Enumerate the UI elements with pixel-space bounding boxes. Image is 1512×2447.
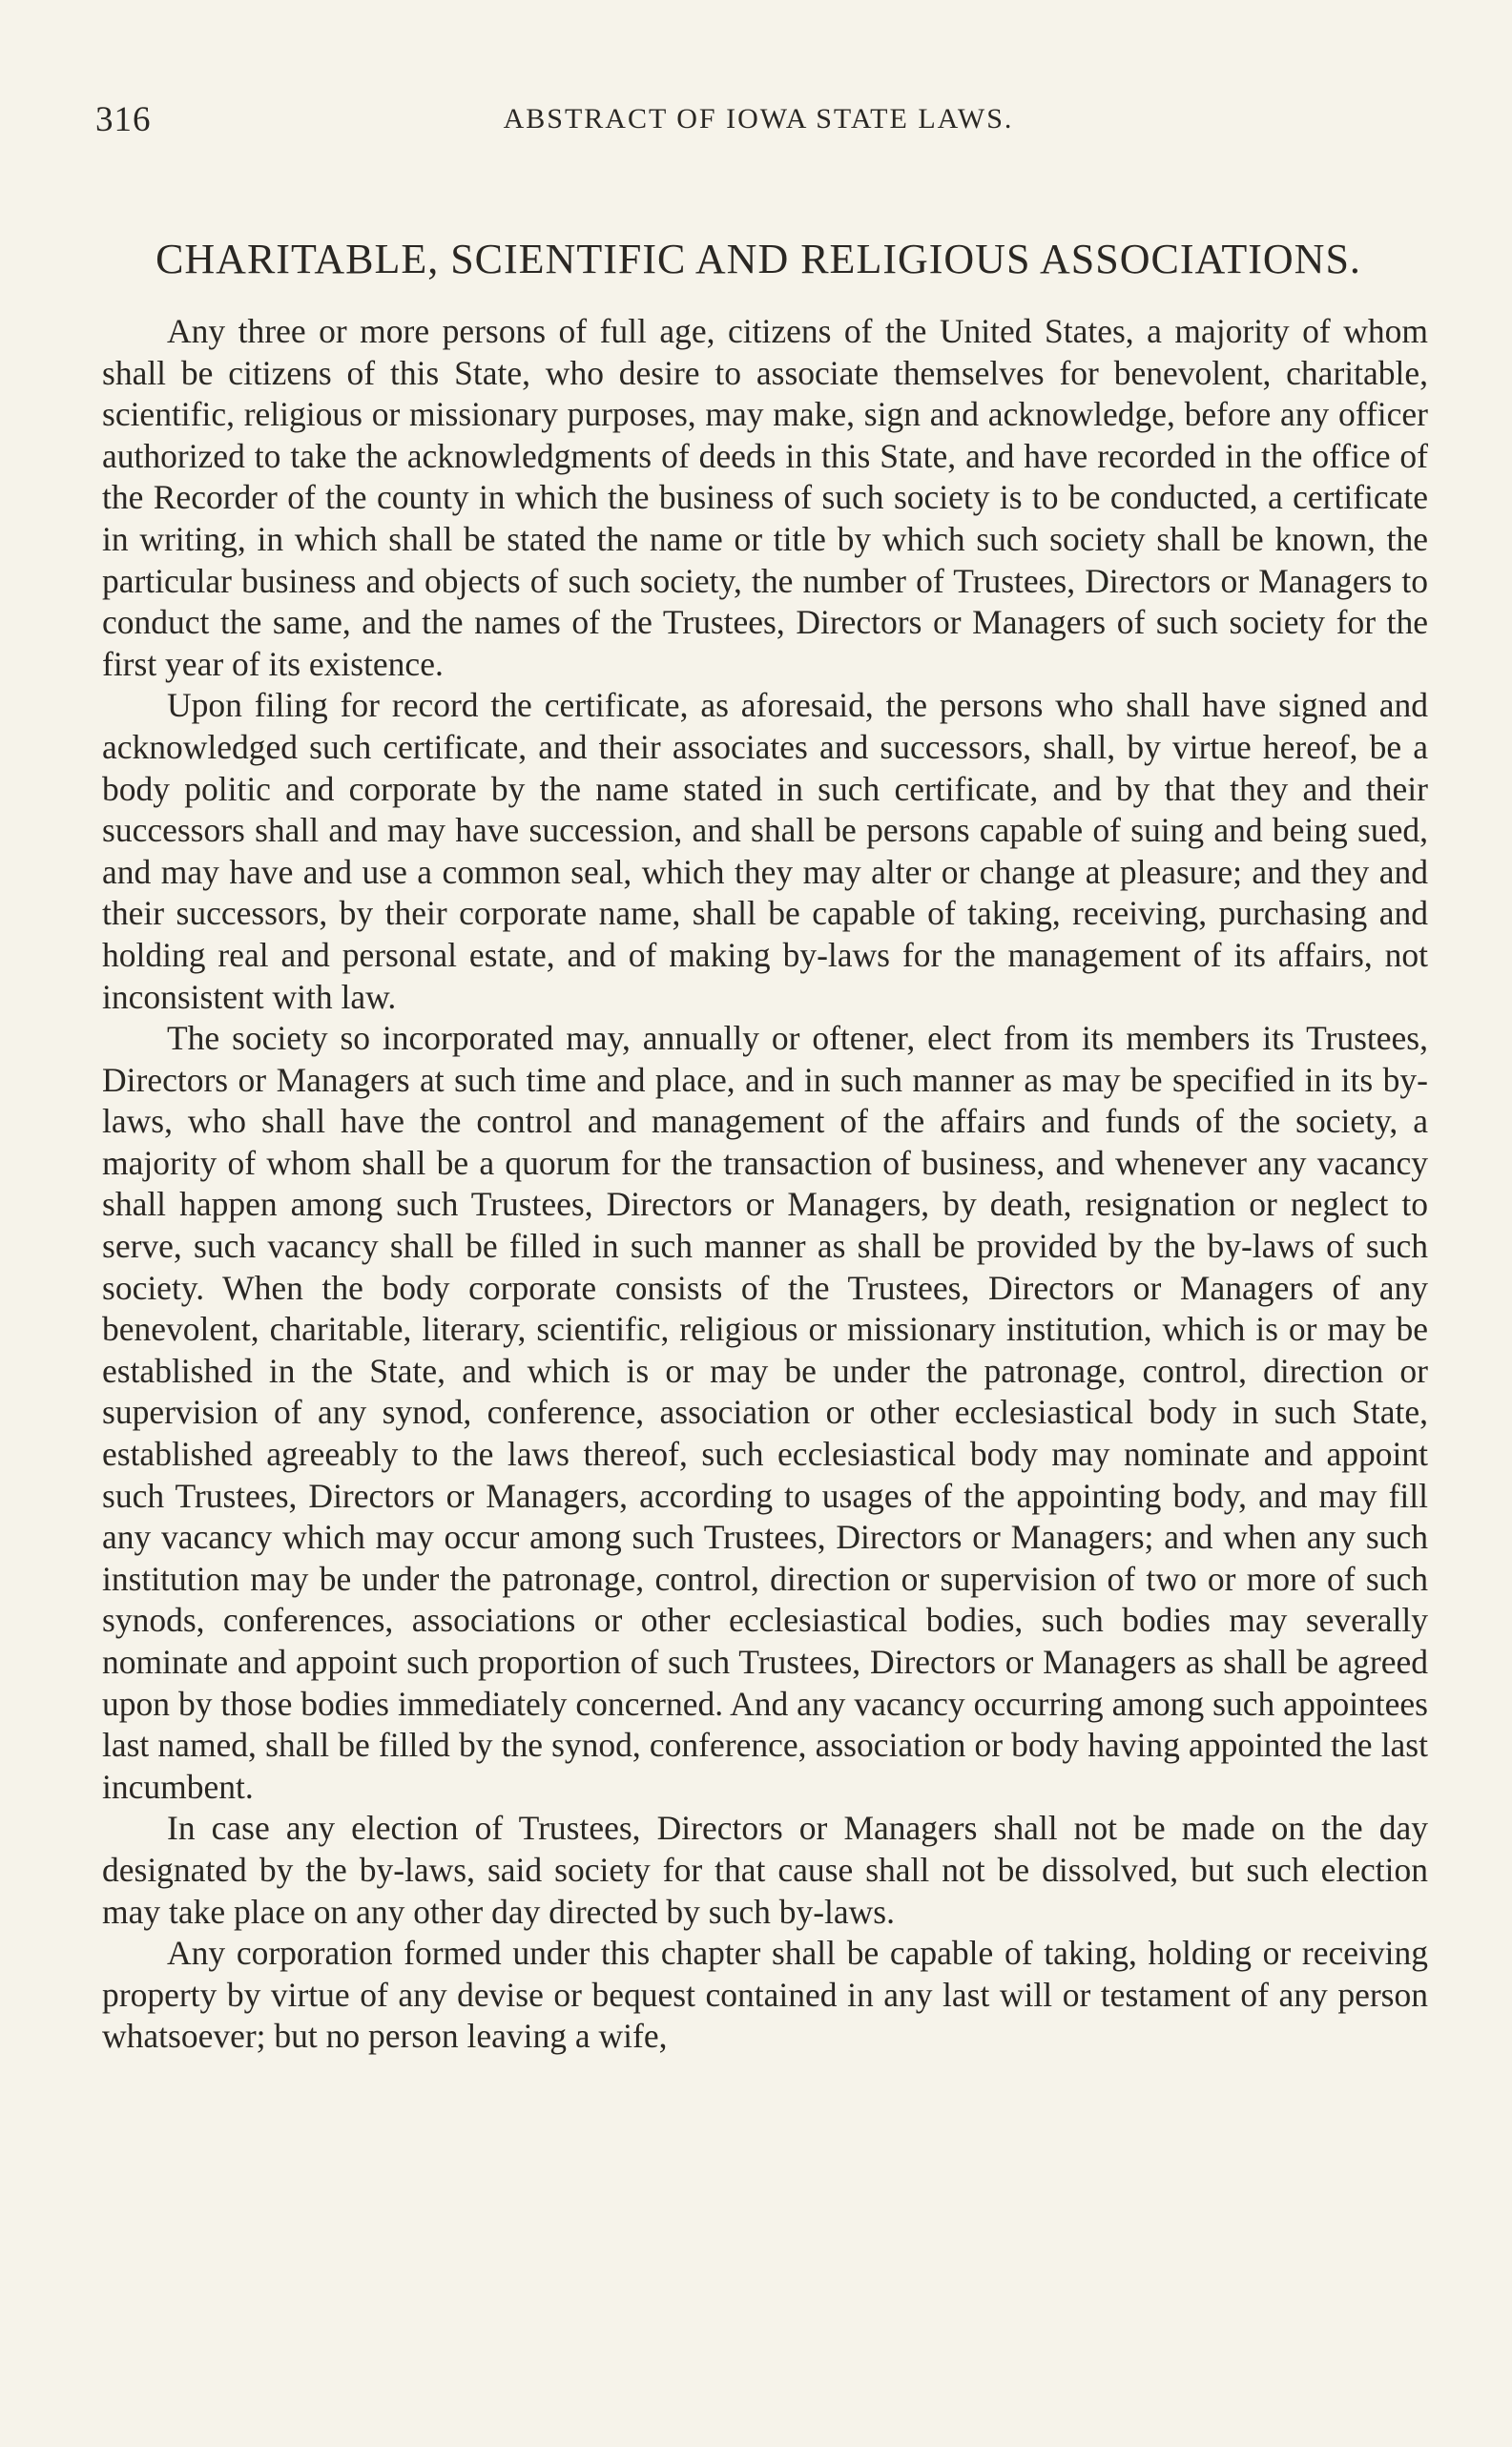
running-head [95, 99, 1421, 145]
section-title: CHARITABLE, SCIENTIFIC AND RELIGIOUS ASSOCIATIONS. [155, 236, 1361, 282]
page-number: 316 [95, 100, 152, 139]
running-head-title: ABSTRACT OF IOWA STATE LAWS. [503, 103, 1014, 135]
paragraph-4: In case any election of Trustees, Directors or Managers shall not be made on the day designated by the by-laws, said society for that cause shall not be dissolved, but such election may take place on any other day directed by such by-laws. [102, 1809, 1428, 1931]
paragraph-5: Any corporation formed under this chapter shall be capable of taking, holding or receiving property by virtue of any devise or bequest contained in any last will or testament of any person whatsoever; but no person leaving a wife, [102, 1934, 1428, 2056]
paragraph-2: Upon filing for record the certificate, as aforesaid, the persons who shall have signed and acknowledged such certificate, and their associates and successors, shall, by virtue hereof, be a body politic and corporate by the name stated in such certificate, and by that they and their successors shall and may have succession, and shall be persons capable of suing and being sued, and may have and use a common seal, which they may alter or change at pleasure; and they and their successors, by their corporate name, shall be capable of taking, receiving, purchasing and holding real and personal estate, and of making by-laws for the management of its affairs, not inconsistent with law. [102, 686, 1428, 1016]
paragraph-3: The society so incorporated may, annually or oftener, elect from its members its Trustees, Directors or Managers at such time and place, and in such manner as may be specified in its by-laws, who shall have the control and management of the affairs and funds of the society, a majority of whom shall be a quorum for the transaction of business, and whenever any vacancy shall happen among such Trustees, Directors or Managers, by death, resignation or neglect to serve, such vacancy shall be filled in such manner as shall be provided by the by-laws of such society. When the body corporate consists of the Trustees, Directors or Managers of any benevolent, charitable, literary, scientific, religious or missionary institution, which is or may be established in the State, and which is or may be under the patronage, control, direction or supervision of any synod, conference, association or other ecclesiastical body in such State, established agreeably to the laws thereof, such ecclesiastical body may nominate and appoint such Trustees, Directors or Managers, according to usages of the appointing body, and may fill any vacancy which may occur among such Trustees, Directors or Managers; and when any such institution may be under the patronage, control, direction or supervision of two or more of such synods, conferences, associations or other ecclesiastical bodies, such bodies may severally nominate and appoint such proportion of such Trustees, Directors or Managers as shall be agreed upon by those bodies immediately concerned. And any vacancy occurring among such appointees last named, shall be filled by the synod, conference, association or body having appointed the last incumbent. [102, 1019, 1428, 1806]
body-text [102, 311, 1428, 2058]
paragraph-1: Any three or more persons of full age, citizens of the United States, a majority of whom shall be citizens of this State, who desire to associate themselves for benevolent, charitable, scientific, religious or missionary purposes, may make, sign and acknowledge, before any officer authorized to take the acknowledgments of deeds in this State, and have recorded in the office of the Recorder of the county in which the business of such society is to be conducted, a certificate in writing, in which shall be stated the name or title by which such society shall be known, the particular business and objects of such society, the number of Trustees, Directors or Managers to conduct the same, and the names of the Trustees, Directors or Managers of such society for the first year of its existence. [102, 312, 1428, 683]
